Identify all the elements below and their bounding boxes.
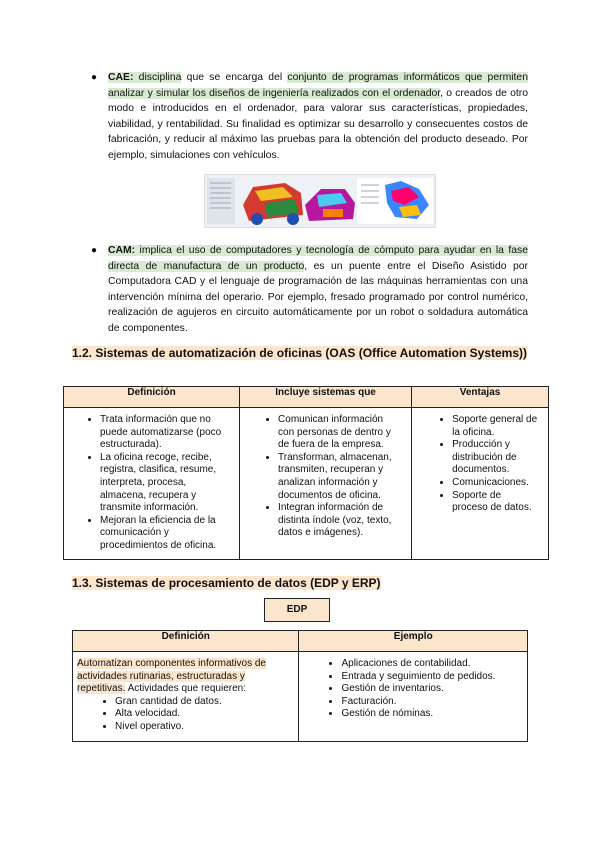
list-item: • Alta velocidad. [115,708,298,721]
list-item: • Soporte general de la oficina. [452,414,538,439]
list-item: • Gran cantidad de datos. [115,696,298,709]
cam-paragraph [108,243,528,337]
list-item: • Facturación. [341,696,527,709]
edp-table [72,630,528,742]
list-item: • La oficina recoge, recibe, registra, clasifica, resume, interpreta, procesa, almacena, recupera y transmite información. [100,452,231,515]
cae-text-segment: , o creados de otro modo e introducidos en el ordenador, para valorar sus características, propiedades, viabilidad, y rentabilidad. Su finalidad es optimizar su desarrollo y consecuentes costos de fabricación, y reducir al máximo las pruebas para la obtención del producto deseado. Por ejemplo, simulaciones con vehículos. [108,87,528,161]
bullet-dot: ● [91,72,98,83]
list-item: • Comunican información con personas de dentro y de fuera de la empresa. [278,414,399,452]
edp-label-box: EDP [264,598,330,622]
edp-example-cell [299,652,528,742]
cam-term: CAM: [108,245,136,256]
list-item: • Mejoran la eficiencia de la comunicación y procedimientos de oficina. [100,515,231,553]
oas-definition-cell [64,408,240,560]
cae-paragraph [108,70,528,164]
section-heading-edp [72,575,528,592]
list-item: • Aplicaciones de contabilidad. [341,658,527,671]
list-item: • Comunicaciones. [452,477,538,490]
section-heading-text: 1.2. Sistemas de automatización de oficinas (OAS (Office Automation Systems)) [72,346,527,360]
list-item: • Trata información que no puede automatizarse (poco estructurada). [100,414,231,452]
section-heading-text: 1.3. Sistemas de procesamiento de datos (EDP y ERP) [72,576,381,590]
edp-definition-cell [73,652,299,742]
list-item: • Integran información de distinta índole (voz, texto, datos e imágenes). [278,502,399,540]
header-ventajas: Ventajas [412,387,549,408]
oas-table [63,386,549,560]
cam-text-segment: implica el uso de computadores y tecnología de cómputo para ayudar en la fase directa de manufactura de un producto [108,245,528,272]
header-definicion: Definición [64,387,240,408]
list-item: • Entrada y seguimiento de pedidos. [341,671,527,684]
vehicle-simulation-image [204,174,436,228]
list-item: • Soporte de proceso de datos. [452,490,538,515]
bullet-dot: ● [91,245,98,256]
list-item: • Transforman, almacenan, transmiten, recuperan y analizan información y documentos de oficina. [278,452,399,502]
list-item: • Gestión de nóminas. [341,708,527,721]
oas-advantages-cell [412,408,549,560]
edp-definition-rest: Actividades que requieren: [125,683,246,695]
edp-definition-highlight: Automatizan componentes informativos de actividades rutinarias, estructuradas y repetitivas. [77,658,266,695]
list-item: • Nivel operativo. [115,721,298,734]
header-definicion: Definición [73,631,299,652]
cae-term: CAE: [108,72,134,83]
list-item: • Gestión de inventarios. [341,683,527,696]
oas-includes-cell [240,408,412,560]
cam-text-segment: , es un puente entre el Diseño Asistido por Computadora CAD y el lenguaje de programación de las máquinas herramientas con una intervención mínima del operario. Por ejemplo, fresado programado por control numérico, realización de agujeros en circuito automáticamente por un robot o soldadura automática de componentes. [108,260,528,334]
cae-text-segment: conjunto de programas informáticos que permiten analizar y simular los diseños de ingeniería realizados con el ordenador [108,72,528,99]
header-ejemplo: Ejemplo [299,631,528,652]
cae-text-segment: que se encarga del [181,72,288,83]
header-incluye: Incluye sistemas que [240,387,412,408]
list-item: • Producción y distribución de documentos. [452,439,538,477]
section-heading-oas [72,345,528,362]
cae-text-segment: disciplina [133,72,182,83]
